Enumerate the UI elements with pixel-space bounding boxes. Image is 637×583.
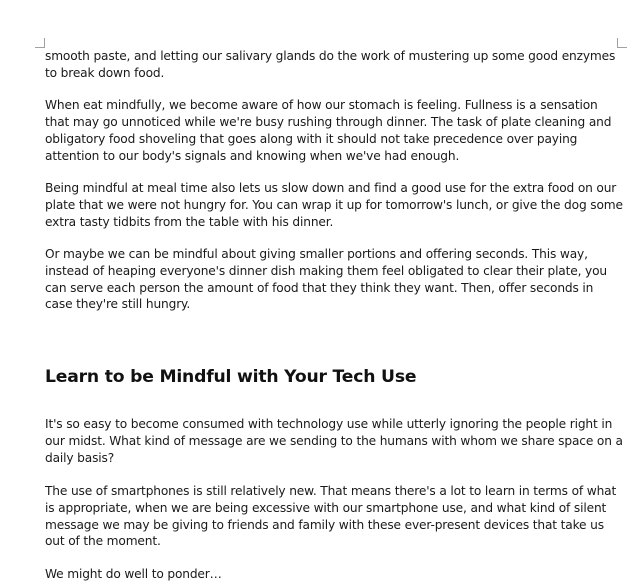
section-heading: Learn to be Mindful with Your Tech Use (45, 367, 417, 388)
paragraph-extra-food: Being mindful at meal time also lets us slow down and find a good use for the extra food on our plate that we were not hungry for. You can wrap it up for tomorrow's lunch, or give the dog some extra tasty tidbits from the table with his dinner. (45, 181, 623, 229)
paragraph-tech-consumed: It's so easy to become consumed with technology use while utterly ignoring the people right in our midst. What kind of message are we sending to the humans with whom we share space on a daily basis? (45, 417, 623, 465)
paragraph-enzymes: smooth paste, and letting our salivary glands do the work of mustering up some good enzymes to break down food. (45, 49, 616, 80)
document-body[interactable] (45, 48, 623, 583)
margin-corner-top-right (617, 38, 627, 48)
margin-corner-top-left (35, 38, 45, 48)
paragraph-portions: Or maybe we can be mindful about giving smaller portions and offering seconds. This way, instead of heaping everyone's dinner dish making them feel obligated to clear their plate, you can serve each person the amount of food that they think they want. Then, offer seconds in case they're still hungry. (45, 247, 607, 312)
paragraph-smartphones: The use of smartphones is still relatively new. That means there's a lot to learn in terms of what is appropriate, when we are being excessive with our smartphone use, and what kind of silent message we may be giving to friends and family with these ever-present devices that take us out of the moment. (45, 484, 617, 549)
paragraph-ponder: We might do well to ponder… (45, 567, 222, 582)
paragraph-fullness: When eat mindfully, we become aware of how our stomach is feeling. Fullness is a sensation that may go unnoticed while we're busy rushing through dinner. The task of plate cleaning and obligatory food shoveling that goes along with it should not take precedence over paying attention to our body's signals and knowing when we've had enough. (45, 98, 612, 163)
